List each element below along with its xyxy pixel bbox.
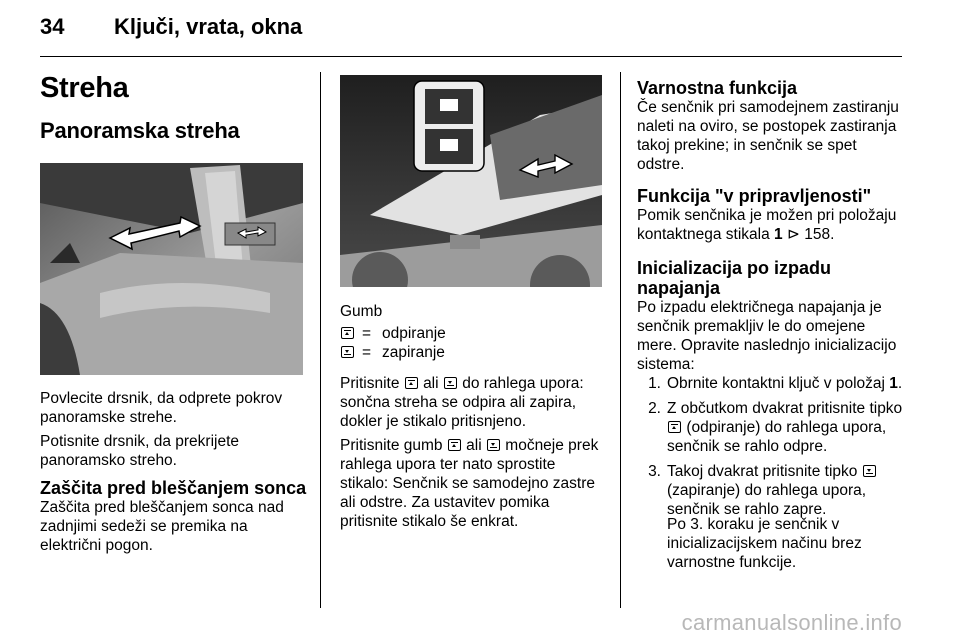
- header-rule: [40, 56, 902, 57]
- press-firmly-paragraph: [340, 436, 604, 531]
- step-number: 3.: [648, 463, 661, 480]
- safety-paragraph: Če senčnik pri samodejnem zastiranju naleti na oviro, se postopek zastiranja takoj prekine; in senčnik se spet odstre.: [637, 99, 899, 173]
- watermark: carmanualsonline.info: [681, 610, 902, 635]
- button-legend: [340, 324, 600, 362]
- legend-equals: =: [362, 325, 372, 342]
- subsection-title: Panoramska streha: [40, 118, 240, 143]
- close-button-icon: [444, 377, 457, 389]
- open-button-icon: [341, 327, 354, 339]
- or-text: ali: [466, 437, 482, 454]
- open-button-icon: [405, 377, 418, 389]
- step-text: Takoj dvakrat pritisnite tipko: [667, 463, 858, 480]
- roof-open-paragraph: Povlecite drsnik, da odprete pokrov panoramske strehe.: [40, 390, 283, 426]
- close-button-icon: [341, 346, 354, 358]
- ignition-position: 1: [774, 226, 783, 243]
- step-text: Obrnite kontaktni ključ v položaj: [667, 375, 885, 392]
- safety-heading: Varnostna funkcija: [637, 78, 798, 98]
- press-paragraph-text: do rahlega upora: sončna streha se odpira ali zapira, dokler je stikalo pritisnjeno.: [340, 375, 584, 430]
- roof-switch-photo: [340, 75, 602, 287]
- roof-close-paragraph: Potisnite drsnik, da prekrijete panoramsko streho.: [40, 433, 240, 469]
- press-firmly-text: močneje prek rahlega upora ter nato sprostite stikalo: Senčnik se samodejno zastre ali odstre. Za ustavitev pomika pritisnite stikalo še enkrat.: [340, 437, 599, 530]
- sun-protection-heading: Zaščita pred bleščanjem sonca: [40, 478, 307, 498]
- legend-equals: =: [362, 344, 372, 361]
- list-item: [637, 374, 905, 393]
- standby-paragraph: [637, 206, 905, 244]
- column-divider-2: [620, 72, 621, 608]
- figure-caption: Gumb: [340, 303, 383, 320]
- initialization-paragraph: Po izpadu električnega napajanja je senčnik premakljiv le do omejene mere. Opravite naslednjo inicializacijo sistema:: [637, 299, 897, 373]
- close-button-icon: [487, 439, 500, 451]
- page-reference[interactable]: 158.: [804, 226, 835, 243]
- legend-open-text: odpiranje: [382, 325, 446, 342]
- step-number: 1.: [648, 375, 661, 392]
- page-header-title: Ključi, vrata, okna: [114, 14, 303, 39]
- column-divider-1: [320, 72, 321, 608]
- initialization-steps: [637, 374, 905, 519]
- step-text: .: [897, 375, 903, 392]
- list-item: [637, 399, 905, 456]
- legend-row-open: [340, 324, 600, 343]
- page-number: 34: [40, 14, 65, 39]
- open-button-icon: [668, 421, 681, 433]
- step-text: (zapiranje) do rahlega upora, senčnik se rahlo zapre.: [667, 482, 867, 518]
- press-paragraph-text: Pritisnite: [340, 375, 400, 392]
- initialization-heading: Inicializacija po izpadu napajanja: [637, 258, 832, 298]
- list-item: [637, 462, 905, 519]
- ignition-position: 1: [889, 375, 898, 392]
- step3-note: Po 3. koraku je senčnik v inicializacijskem načinu brez varnostne funkcije.: [667, 516, 862, 571]
- or-text: ali: [423, 375, 439, 392]
- step-number: 2.: [648, 400, 661, 417]
- legend-row-close: [340, 343, 600, 362]
- page-reference-icon: ⊳: [786, 226, 800, 243]
- press-paragraph: [340, 374, 604, 431]
- standby-heading: Funkcija "v pripravljenosti": [637, 186, 872, 206]
- panoramic-roof-photo: [40, 163, 303, 375]
- close-button-icon: [863, 465, 876, 477]
- legend-close-text: zapiranje: [382, 344, 445, 361]
- step-text: Z občutkom dvakrat pritisnite tipko: [667, 400, 903, 417]
- standby-text: Pomik senčnika je možen pri položaju kontaktnega stikala: [637, 207, 897, 243]
- sun-protection-paragraph: Zaščita pred bleščanjem sonca nad zadnjimi sedeži se premika na električni pogon.: [40, 499, 284, 554]
- press-firmly-text: Pritisnite gumb: [340, 437, 443, 454]
- open-button-icon: [448, 439, 461, 451]
- step-text: (odpiranje) do rahlega upora, senčnik se rahlo odpre.: [667, 419, 887, 455]
- section-title: Streha: [40, 72, 129, 104]
